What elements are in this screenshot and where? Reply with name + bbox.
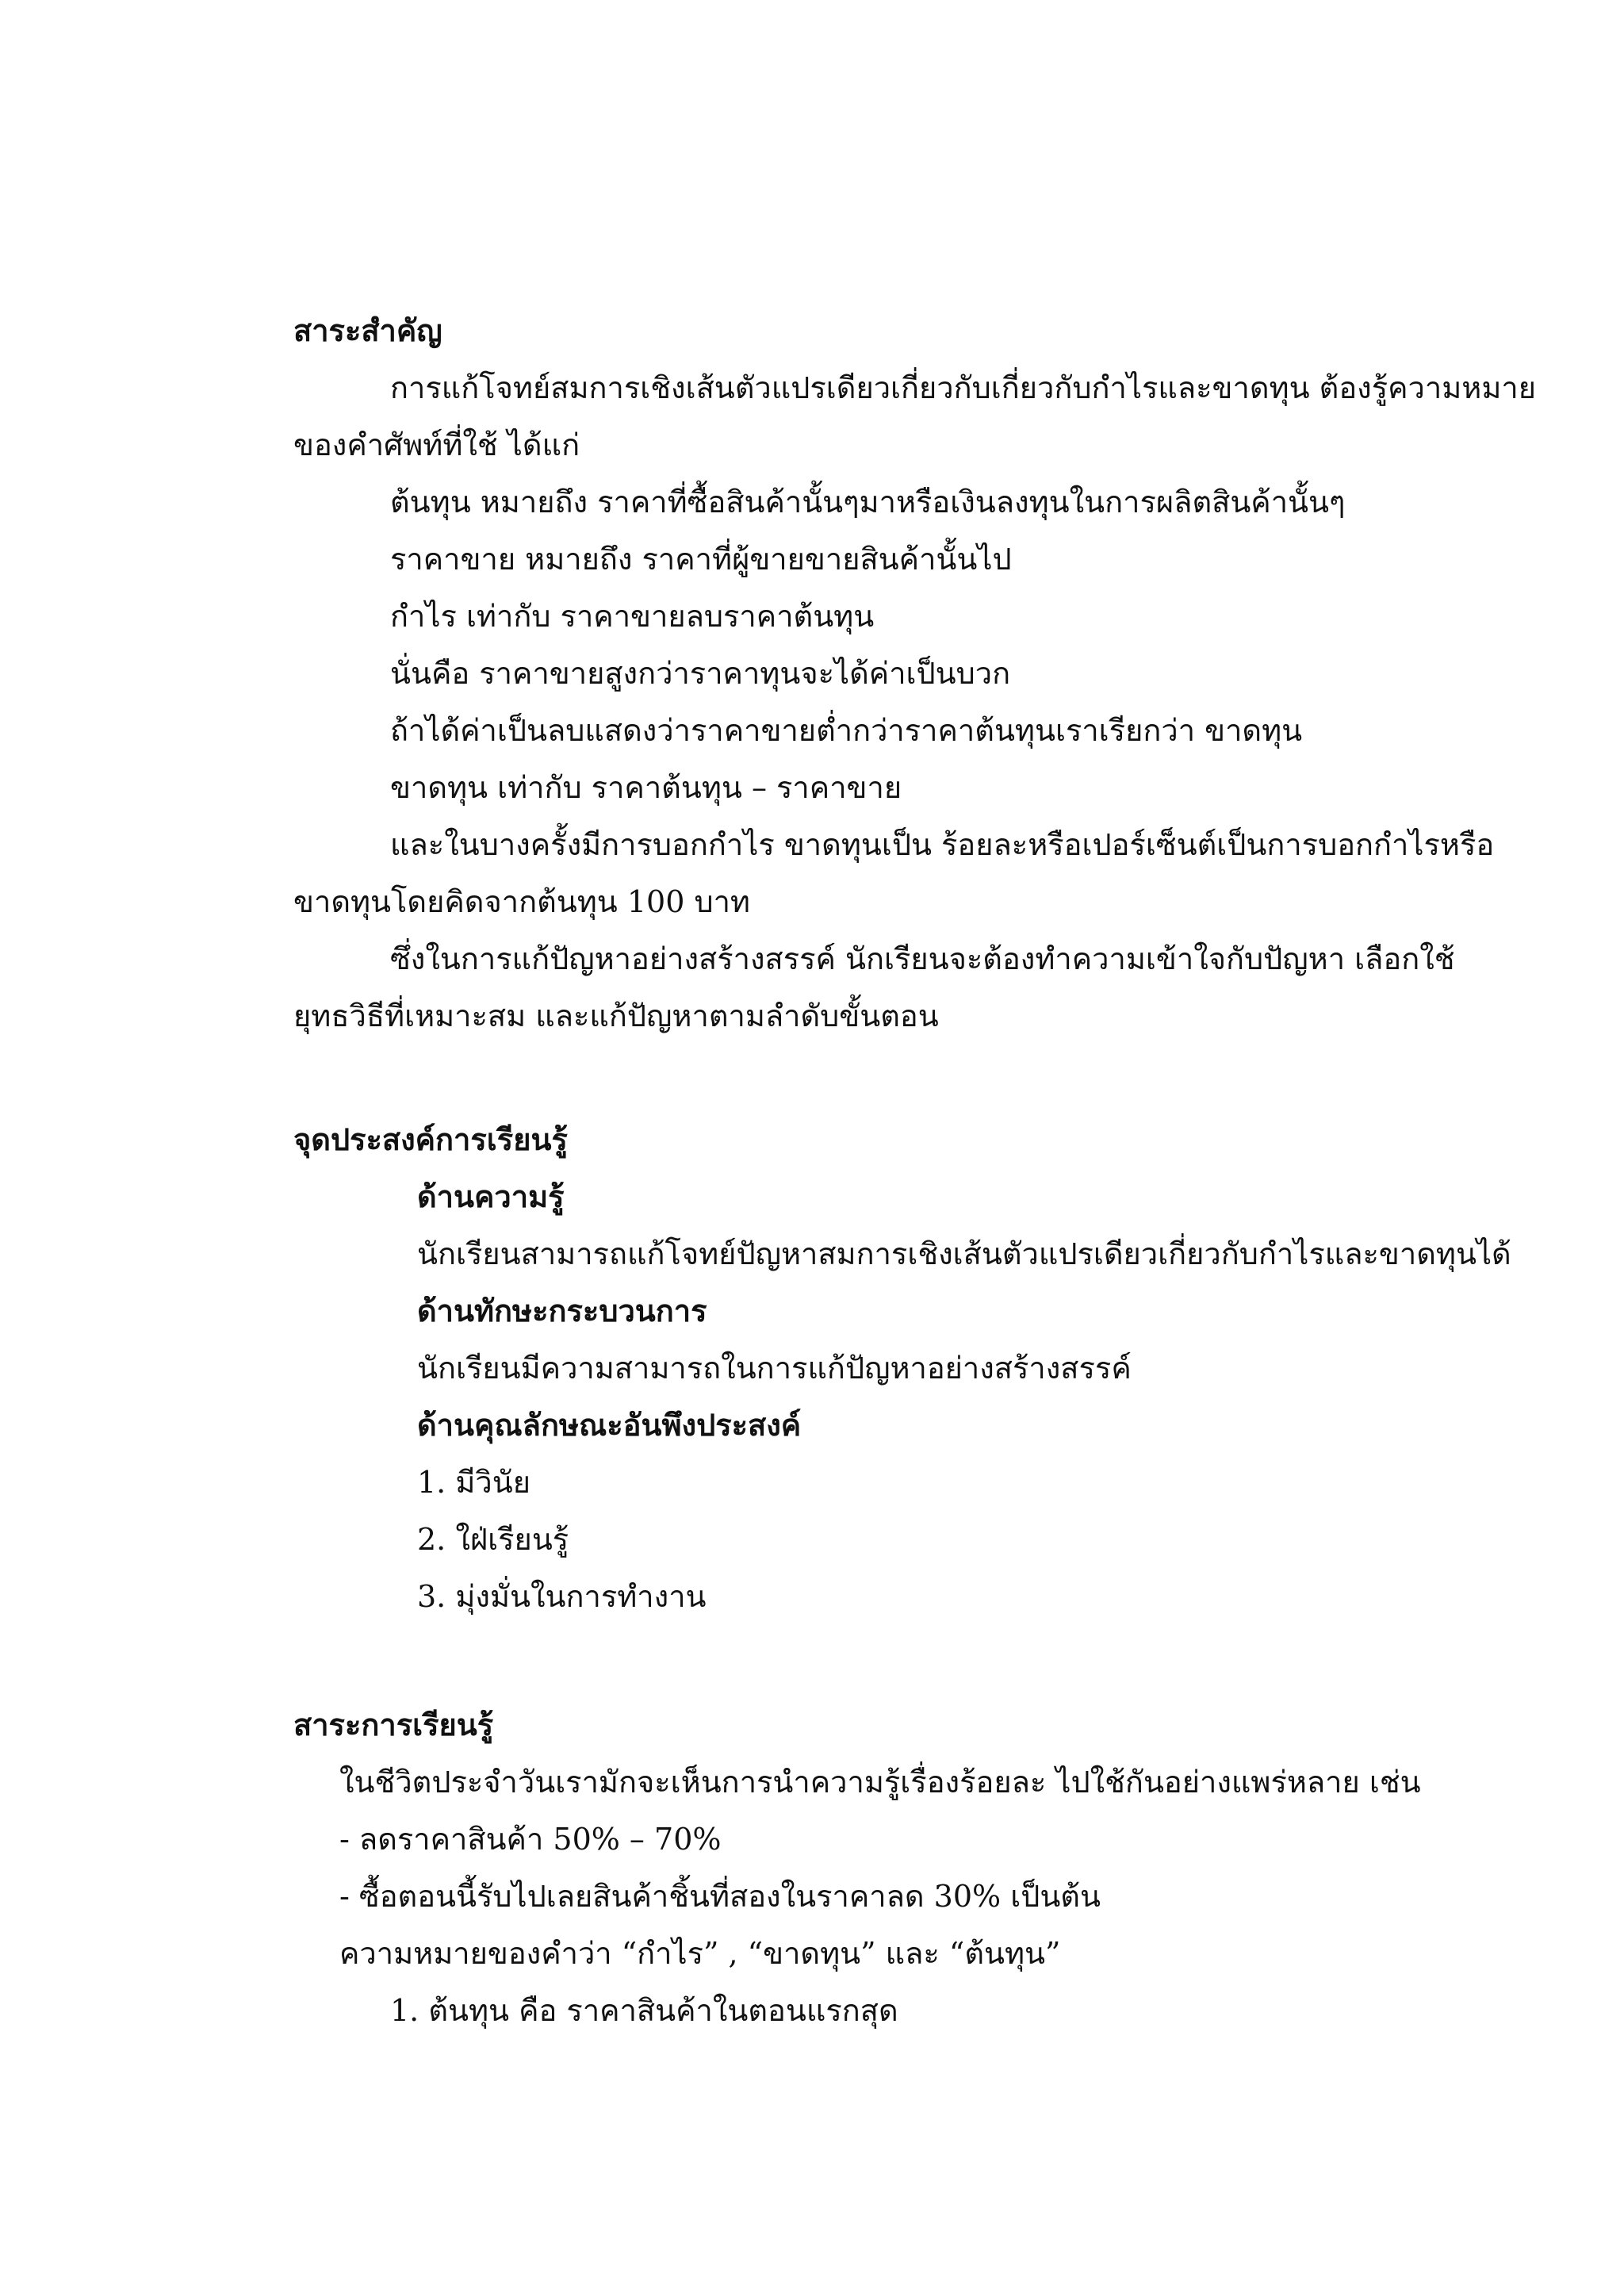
note-negative: ถ้าได้ค่าเป็นลบแสดงว่าราคาขายต่ำกว่าราคาต้นทุนเราเรียกว่า ขาดทุน (390, 713, 1303, 748)
objective-skills-text: นักเรียนมีความสามารถในการแก้ปัญหาอย่างสร้างสรรค์ (417, 1351, 1132, 1386)
objective-knowledge-text: นักเรียนสามารถแก้โจทย์ปัญหาสมการเชิงเส้นตัวแปรเดียวเกี่ยวกับกำไรและขาดทุนได้ (417, 1236, 1511, 1271)
section-heading-key-concept: สาระสำคัญ (293, 312, 442, 348)
list-item-example: - ซื้อตอนนี้รับไปเลยสินค้าชิ้นที่สองในราคาลด 30% เป็นต้น (339, 1879, 1101, 1914)
section-heading-learning-content: สาระการเรียนรู้ (293, 1707, 494, 1742)
subheading-knowledge: ด้านความรู้ (417, 1179, 565, 1214)
content-meaning: ความหมายของคำว่า “กำไร” , “ขาดทุน” และ “ต้นทุน” (339, 1936, 1061, 1971)
paragraph-line: ซึ่งในการแก้ปัญหาอย่างสร้างสรรค์ นักเรียนจะต้องทำความเข้าใจกับปัญหา เลือกใช้ (390, 941, 1455, 976)
subheading-skills: ด้านทักษะกระบวนการ (417, 1293, 707, 1328)
paragraph-line: การแก้โจทย์สมการเชิงเส้นตัวแปรเดียวเกี่ยวกับเกี่ยวกับกำไรและขาดทุน ต้องรู้ความหมาย (390, 370, 1536, 405)
paragraph-line: ของคำศัพท์ที่ใช้ ได้แก่ (293, 427, 580, 462)
definition-cost: ต้นทุน หมายถึง ราคาที่ซื้อสินค้านั้นๆมาหรือเงินลงทุนในการผลิตสินค้านั้นๆ (390, 485, 1346, 519)
paragraph-line: ขาดทุนโดยคิดจากต้นทุน 100 บาท (293, 884, 750, 919)
list-item-definition: 1. ต้นทุน คือ ราคาสินค้าในตอนแรกสุด (390, 1993, 898, 2028)
paragraph-line: ยุทธวิธีที่เหมาะสม และแก้ปัญหาตามลำดับขั้นตอน (293, 999, 939, 1033)
definition-loss: ขาดทุน เท่ากับ ราคาต้นทุน – ราคาขาย (390, 770, 902, 805)
paragraph-line: และในบางครั้งมีการบอกกำไร ขาดทุนเป็น ร้อยละหรือเปอร์เซ็นต์เป็นการบอกกำไรหรือ (390, 827, 1495, 862)
content-intro: ในชีวิตประจำวันเรามักจะเห็นการนำความรู้เรื่องร้อยละ ไปใช้กันอย่างแพร่หลาย เช่น (339, 1765, 1421, 1800)
list-item-example: - ลดราคาสินค้า 50% – 70% (339, 1822, 722, 1857)
definition-selling-price: ราคาขาย หมายถึง ราคาที่ผู้ขายขายสินค้านั้นไป (390, 542, 1012, 577)
section-heading-objectives: จุดประสงค์การเรียนรู้ (293, 1121, 568, 1157)
list-item-attribute: 2. ใฝ่เรียนรู้ (417, 1522, 569, 1557)
subheading-attributes: ด้านคุณลักษณะอันพึงประสงค์ (417, 1407, 802, 1443)
note-positive: นั่นคือ ราคาขายสูงกว่าราคาทุนจะได้ค่าเป็นบวก (390, 656, 1011, 691)
list-item-attribute: 3. มุ่งมั่นในการทำงาน (417, 1579, 707, 1614)
definition-profit: กำไร เท่ากับ ราคาขายลบราคาต้นทุน (390, 599, 875, 634)
list-item-attribute: 1. มีวินัย (417, 1465, 530, 1500)
